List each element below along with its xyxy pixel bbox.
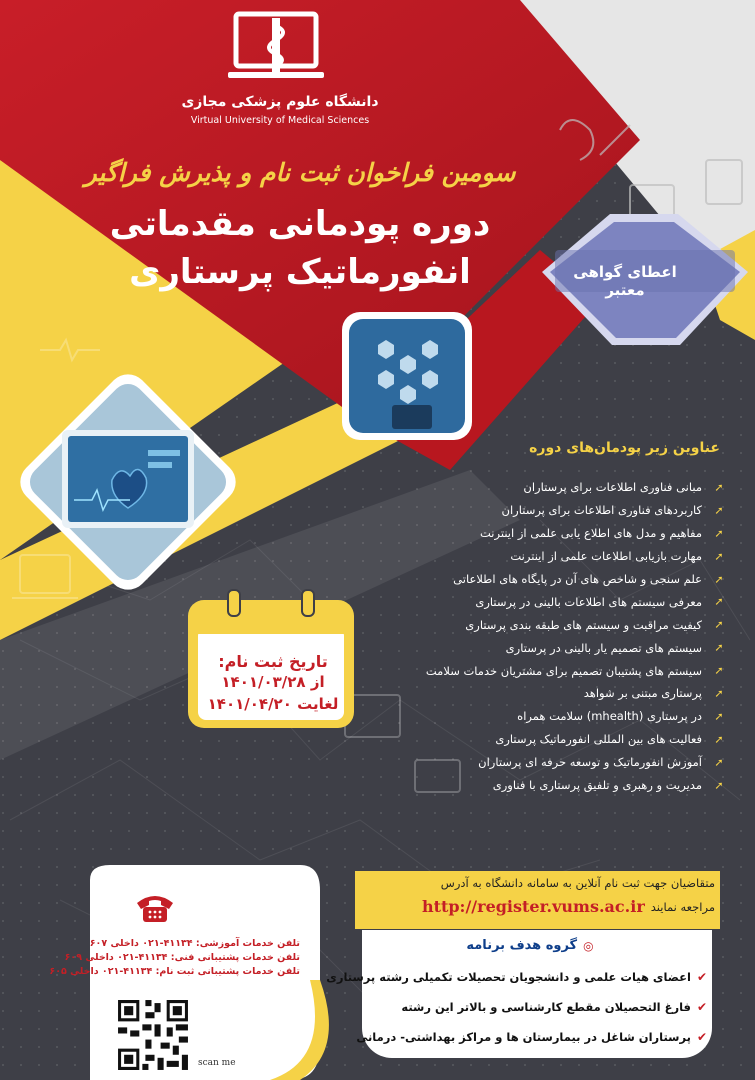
list-item: [350, 476, 728, 499]
target-group-item: پرستاران شاغل در بیمارستان ها و مراکز بهداشتی- درمانی: [356, 1030, 691, 1044]
arrow-icon: ➚: [714, 641, 724, 655]
qr-label: scan me: [198, 1058, 236, 1068]
arrow-icon: ➚: [714, 778, 724, 792]
registration-date-from: از ۱۴۰۱/۰۳/۲۸: [221, 673, 325, 691]
module-title: علم سنجی و شاخص های آن در پایگاه های اطلاعاتی: [453, 572, 702, 586]
module-title: در پرستاری (mhealth) سلامت همراه: [517, 709, 702, 724]
arrow-icon: ➚: [714, 595, 724, 609]
list-item: [350, 751, 728, 774]
contact-phone-technical: تلفن خدمات پشتیبانی فنی: ۴۱۱۳۴-۰۲۱ داخلی ۶۰۹: [64, 952, 300, 963]
module-title: فعالیت های بین المللی انفورماتیک پرستاری: [495, 732, 702, 747]
module-title: مفاهیم و مدل های اطلاع یابی علمی از اینترنت: [480, 526, 702, 541]
module-title: پرستاری مبتنی بر شواهد: [583, 686, 702, 701]
target-group-item: اعضای هیات علمی و دانشجویان تحصیلات تکمیلی رشته پرستاری: [326, 970, 691, 984]
phone-icon: [135, 893, 175, 923]
modules-heading: عناوین زیر پودمان‌های دوره: [529, 440, 720, 456]
module-title: مبانی فناوری اطلاعات برای پرستاران: [523, 480, 702, 495]
target-group-item: فارغ التحصیلان مقطع کارشناسی و بالاتر این رشته: [401, 1000, 691, 1014]
arrow-icon: ➚: [714, 526, 724, 540]
register-url-link[interactable]: http://register.vums.ac.ir: [421, 897, 645, 916]
list-item: [356, 1022, 707, 1052]
list-item: [350, 705, 728, 728]
list-item: [350, 682, 728, 705]
list-item: [350, 545, 728, 568]
list-item: [350, 590, 728, 613]
target-group-heading: [380, 938, 680, 953]
contact-phone-education: تلفن خدمات آموزشی: ۴۱۱۳۴-۰۲۱ داخلی ۶۰۷: [89, 938, 300, 949]
module-title: معرفی سیستم های اطلاعات بالینی در پرستاری: [475, 594, 702, 609]
register-text-tail: مراجعه نمایند: [650, 899, 715, 914]
list-item: [350, 613, 728, 636]
register-text-line2: [360, 897, 715, 916]
module-title: سیستم های تصمیم یار بالینی در پرستاری: [505, 640, 702, 655]
call-title: سومین فراخوان ثبت نام و پذیرش فراگیر: [84, 158, 516, 187]
check-icon: ✔: [696, 1030, 707, 1044]
register-text-line1: متقاضیان جهت ثبت نام آنلاین به سامانه دانشگاه به آدرس: [440, 876, 715, 890]
list-item: [350, 636, 728, 659]
course-title-line2: انفورماتیک پرستاری: [129, 252, 471, 292]
university-name-fa: دانشگاه علوم پزشکی مجازی: [181, 94, 379, 110]
module-title: کیفیت مراقبت و سیستم های طبقه بندی پرستاری: [465, 617, 702, 632]
qr-code-icon[interactable]: [115, 997, 191, 1073]
modules-list: [350, 476, 728, 796]
arrow-icon: ➚: [714, 503, 724, 517]
check-icon: ✔: [696, 970, 707, 984]
arrow-icon: ➚: [714, 664, 724, 678]
contact-phone-registration: تلفن خدمات پشتیبانی ثبت نام: ۴۱۱۳۴-۰۲۱ داخلی ۶۰۵: [49, 966, 300, 977]
contact-list: [49, 938, 300, 980]
university-logo-icon: [228, 10, 324, 88]
certificate-badge: اعطای گواهی معتبر: [573, 263, 677, 299]
list-item: [350, 499, 728, 522]
module-title: مهارت بازیابی اطلاعات علمی از اینترنت: [510, 549, 702, 564]
course-title-line1: دوره پودمانی مقدماتی: [109, 204, 491, 244]
arrow-icon: ➚: [714, 709, 724, 723]
arrow-icon: ➚: [714, 755, 724, 769]
check-icon: ✔: [696, 1000, 707, 1014]
arrow-icon: ➚: [714, 732, 724, 746]
target-icon: ◎: [583, 938, 594, 953]
arrow-icon: ➚: [714, 480, 724, 494]
module-title: مدیریت و رهبری و تلفیق پرستاری با فناوری: [492, 778, 702, 793]
arrow-icon: ➚: [714, 572, 724, 586]
target-group-title: گروه هدف برنامه: [466, 938, 578, 953]
list-item: [350, 568, 728, 591]
list-item: [350, 728, 728, 751]
module-title: آموزش انفورماتیک و توسعه حرفه ای پرستاران: [478, 755, 702, 770]
module-title: سیستم های پشتیبان تصمیم برای مشتریان خدمات سلامت: [425, 663, 702, 678]
registration-date-title: تاریخ ثبت نام:: [218, 652, 328, 671]
list-item: [326, 962, 707, 992]
arrow-icon: ➚: [714, 549, 724, 563]
arrow-icon: ➚: [714, 686, 724, 700]
registration-date-to: لغایت ۱۴۰۱/۰۴/۲۰: [207, 695, 339, 713]
module-title: کاربردهای فناوری اطلاعات برای پرستاران: [501, 503, 702, 518]
list-item: [350, 659, 728, 682]
list-item: [350, 522, 728, 545]
university-name-en: Virtual University of Medical Sciences: [190, 115, 370, 126]
arrow-icon: ➚: [714, 618, 724, 632]
target-group-list: [326, 962, 707, 1052]
list-item: [350, 774, 728, 797]
list-item: [365, 992, 707, 1022]
